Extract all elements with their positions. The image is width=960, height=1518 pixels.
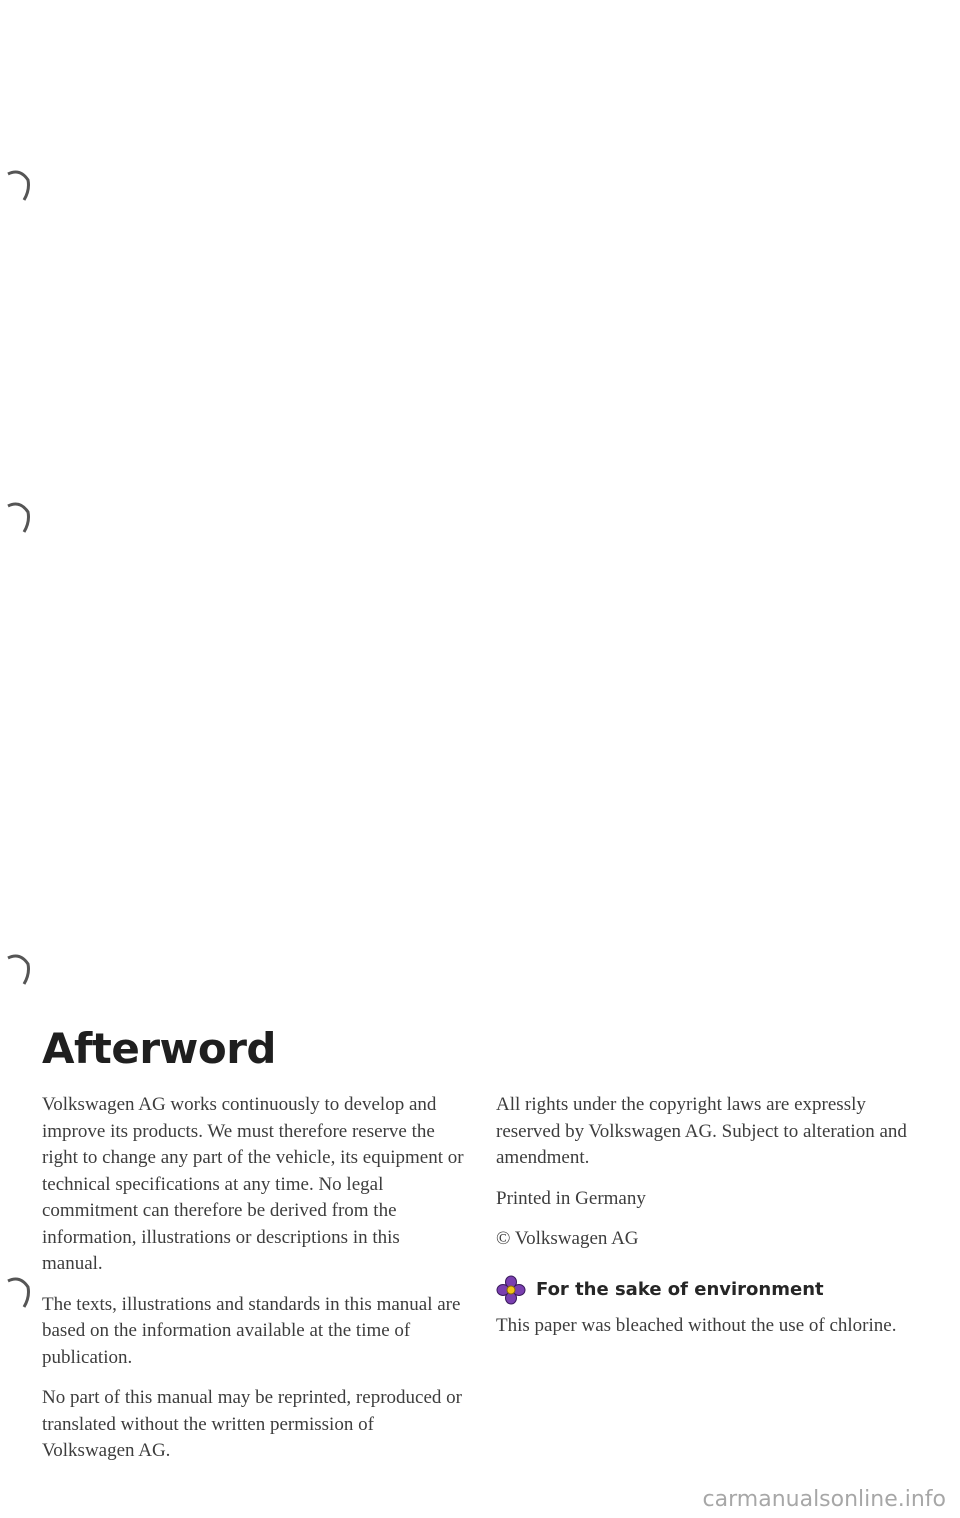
paragraph-publication-basis: The texts, illustrations and standards in this manual are based on the information available at the time of publication. [42, 1293, 461, 1368]
paragraph-reproduction-notice: No part of this manual may be reprinted, reproduced or translated without the written permission of Volkswagen AG. [42, 1387, 462, 1461]
right-column [496, 1092, 918, 1353]
environment-heading [496, 1275, 918, 1305]
punch-hole-mark [6, 500, 32, 534]
environment-heading-text: For the sake of environment [536, 1279, 824, 1300]
printed-location: Printed in Germany [496, 1187, 646, 1209]
punch-hole-mark [6, 952, 32, 986]
watermark: carmanualsonline.info [702, 1487, 946, 1512]
copyright-owner: © Volkswagen AG [496, 1228, 639, 1249]
punch-hole-mark [6, 168, 32, 202]
left-column [42, 1092, 464, 1479]
paragraph-product-changes: Volkswagen AG works continuously to develop and improve its products. We must therefore reserve the right to change any part of the vehicle, its equipment or technical specifications at any time. No legal commitment can therefore be derived from the information, illustrations or descriptions in this manual. [42, 1094, 464, 1274]
paragraph-copyright: All rights under the copyright laws are expressly reserved by Volkswagen AG. Subject to alteration and amendment. [496, 1094, 907, 1168]
page-title: Afterword [42, 1024, 276, 1073]
punch-hole-mark [6, 1275, 32, 1309]
flower-icon [496, 1275, 526, 1305]
paragraph-chlorine-free: This paper was bleached without the use of chlorine. [496, 1314, 897, 1336]
